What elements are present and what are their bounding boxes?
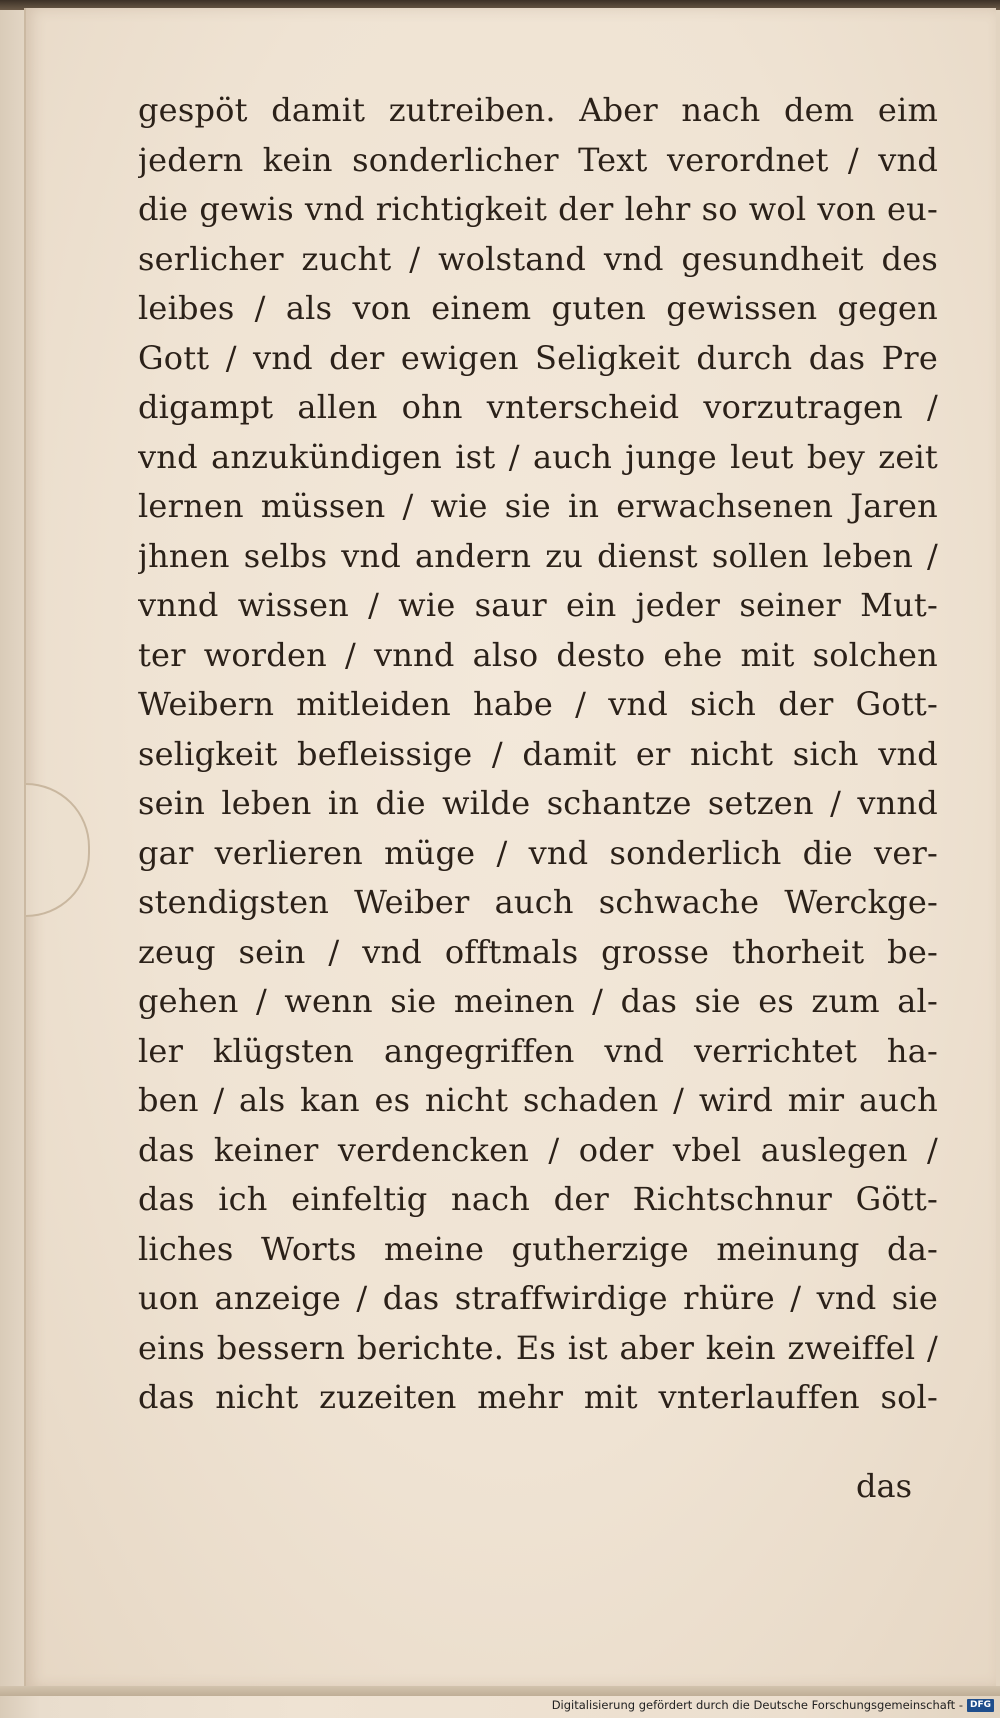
text-line: die gewis vnd richtigkeit der lehr so wol von eu- xyxy=(138,190,938,228)
text-line: uon anzeige / das straffwirdige rhüre / vnd sie xyxy=(138,1279,938,1317)
text-line: jhnen selbs vnd andern zu dienst sollen leben / xyxy=(138,536,938,575)
credit-text: Digitalisierung gefördert durch die Deutsche Forschungsgemeinschaft - xyxy=(551,1698,963,1712)
text-line: das ich einfeltig nach der Richtschnur Gött- xyxy=(138,1180,938,1218)
page-text-block xyxy=(138,86,938,1423)
text-line: vnd anzukündigen ist / auch junge leut bey zeit xyxy=(138,437,938,476)
text-line: liches Worts meine gutherzige meinung da- xyxy=(138,1229,938,1268)
text-line: stendigsten Weiber auch schwache Werckge- xyxy=(138,883,938,921)
text-line: serlicher zucht / wolstand vnd gesundheit des xyxy=(138,239,938,278)
text-line: ler klügsten angegriffen vnd verrichtet ha- xyxy=(138,1031,938,1070)
text-line: eins bessern berichte. Es ist aber kein zweiffel / xyxy=(138,1328,938,1367)
dfg-logo: DFG xyxy=(967,1699,994,1712)
text-line: ben / als kan es nicht schaden / wird mir auch xyxy=(138,1081,938,1119)
text-line: lernen müssen / wie sie in erwachsenen Jaren xyxy=(138,487,938,525)
text-line: gehen / wenn sie meinen / das sie es zum al- xyxy=(138,982,938,1020)
text-line: digampt allen ohn vnterscheid vorzutragen / xyxy=(138,388,938,426)
text-line: zeug sein / vnd offtmals grosse thorheit be- xyxy=(138,932,938,971)
text-line: leibes / als von einem guten gewissen gegen xyxy=(138,289,938,327)
text-line: jedern kein sonderlicher Text verordnet / vnd xyxy=(138,140,938,179)
text-line: Weibern mitleiden habe / vnd sich der Gott- xyxy=(138,685,938,723)
digitization-credit xyxy=(552,1698,994,1712)
catchword: das xyxy=(856,1467,912,1505)
text-line: das keiner verdencken / oder vbel auslegen / xyxy=(138,1130,938,1169)
page-tab-marker xyxy=(26,783,90,917)
text-line: gespöt damit zutreiben. Aber nach dem eim xyxy=(138,91,938,129)
text-line: Gott / vnd der ewigen Seligkeit durch das Pre xyxy=(138,338,938,377)
text-line: vnnd wissen / wie saur ein jeder seiner Mut- xyxy=(138,586,938,624)
text-line: gar verlieren müge / vnd sonderlich die ver- xyxy=(138,833,938,872)
text-line: ter worden / vnnd also desto ehe mit solchen xyxy=(138,635,938,674)
text-line: seligkeit befleissige / damit er nicht sich vnd xyxy=(138,734,938,773)
text-line: das nicht zuzeiten mehr mit vnterlauffen sol- xyxy=(138,1378,938,1416)
text-line: sein leben in die wilde schantze setzen / vnnd xyxy=(138,784,938,822)
book-bottom-edge xyxy=(0,1686,1000,1696)
